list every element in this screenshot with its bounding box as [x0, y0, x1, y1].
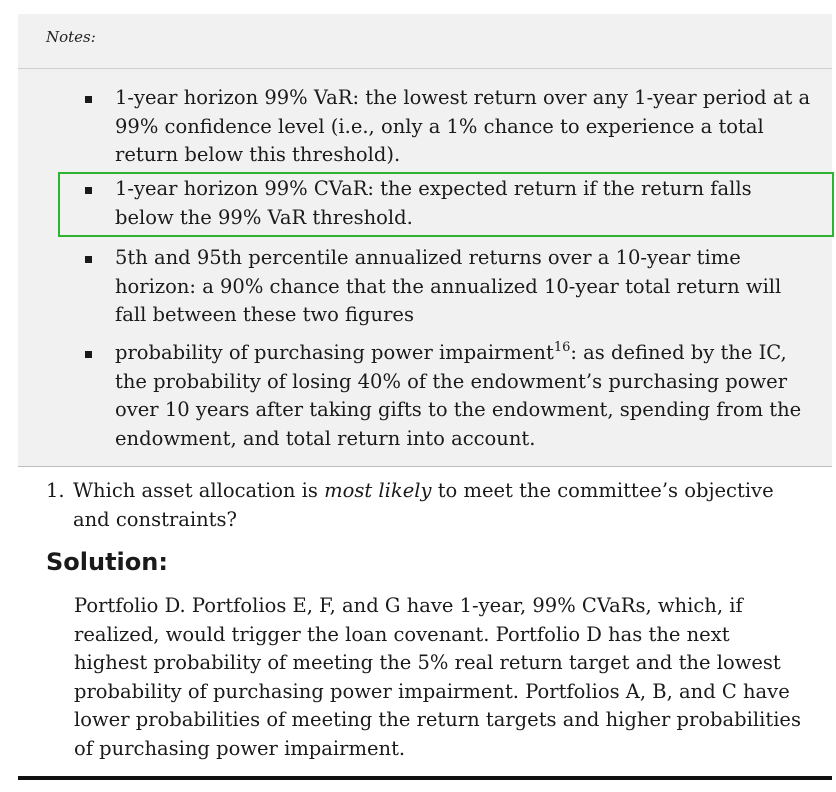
bullet-text: [115, 339, 815, 453]
question-text-part: to meet the committee’s objective and constraints?: [73, 479, 774, 531]
bottom-rule: [18, 776, 832, 780]
question-emphasis: most likely: [324, 479, 432, 502]
bullet-text-part: probability of purchasing power impairment: [115, 341, 554, 364]
bullet-text: 1-year horizon 99% CVaR: the expected return if the return falls below the 99% VaR threshold.: [115, 177, 752, 229]
question-text: [73, 477, 803, 534]
question-number: 1.: [46, 479, 65, 502]
bullet-text: 1-year horizon 99% VaR: the lowest return over any 1-year period at a 99% confidence level (i.e., only a 1% chance to experience a total return below this threshold).: [115, 86, 811, 166]
square-bullet-icon: [85, 351, 92, 358]
highlight-box: [58, 172, 834, 237]
notes-box: [18, 14, 832, 467]
question-text-part: Which asset allocation is: [73, 479, 325, 502]
square-bullet-icon: [85, 256, 92, 263]
square-bullet-icon: [85, 96, 92, 103]
bullet-text-part: : as defined by the IC, the probability of losing 40% of the endowment’s purchasing power over 10 years after taking gifts to the endowment, spending from the endowment, and total return into account.: [115, 341, 802, 450]
footnote-ref[interactable]: 16: [553, 339, 571, 355]
bullet-text: 5th and 95th percentile annualized returns over a 10-year time horizon: a 90% chance that the annualized 10-year total return will fall between these two figures: [115, 246, 782, 326]
solution-heading: Solution:: [46, 548, 168, 576]
solution-body: Portfolio D. Portfolios E, F, and G have 1-year, 99% CVaRs, which, if realized, would trigger the loan covenant. Portfolio D has the next highest probability of meeting the 5% real return target and the lowest probability of purchasing power impairment. Portfolios A, B, and C have lower probabilities of meeting the return targets and higher probabilities of purchasing power impairment.: [74, 594, 801, 760]
notes-label: Notes:: [46, 28, 96, 46]
notes-header: [18, 14, 832, 69]
